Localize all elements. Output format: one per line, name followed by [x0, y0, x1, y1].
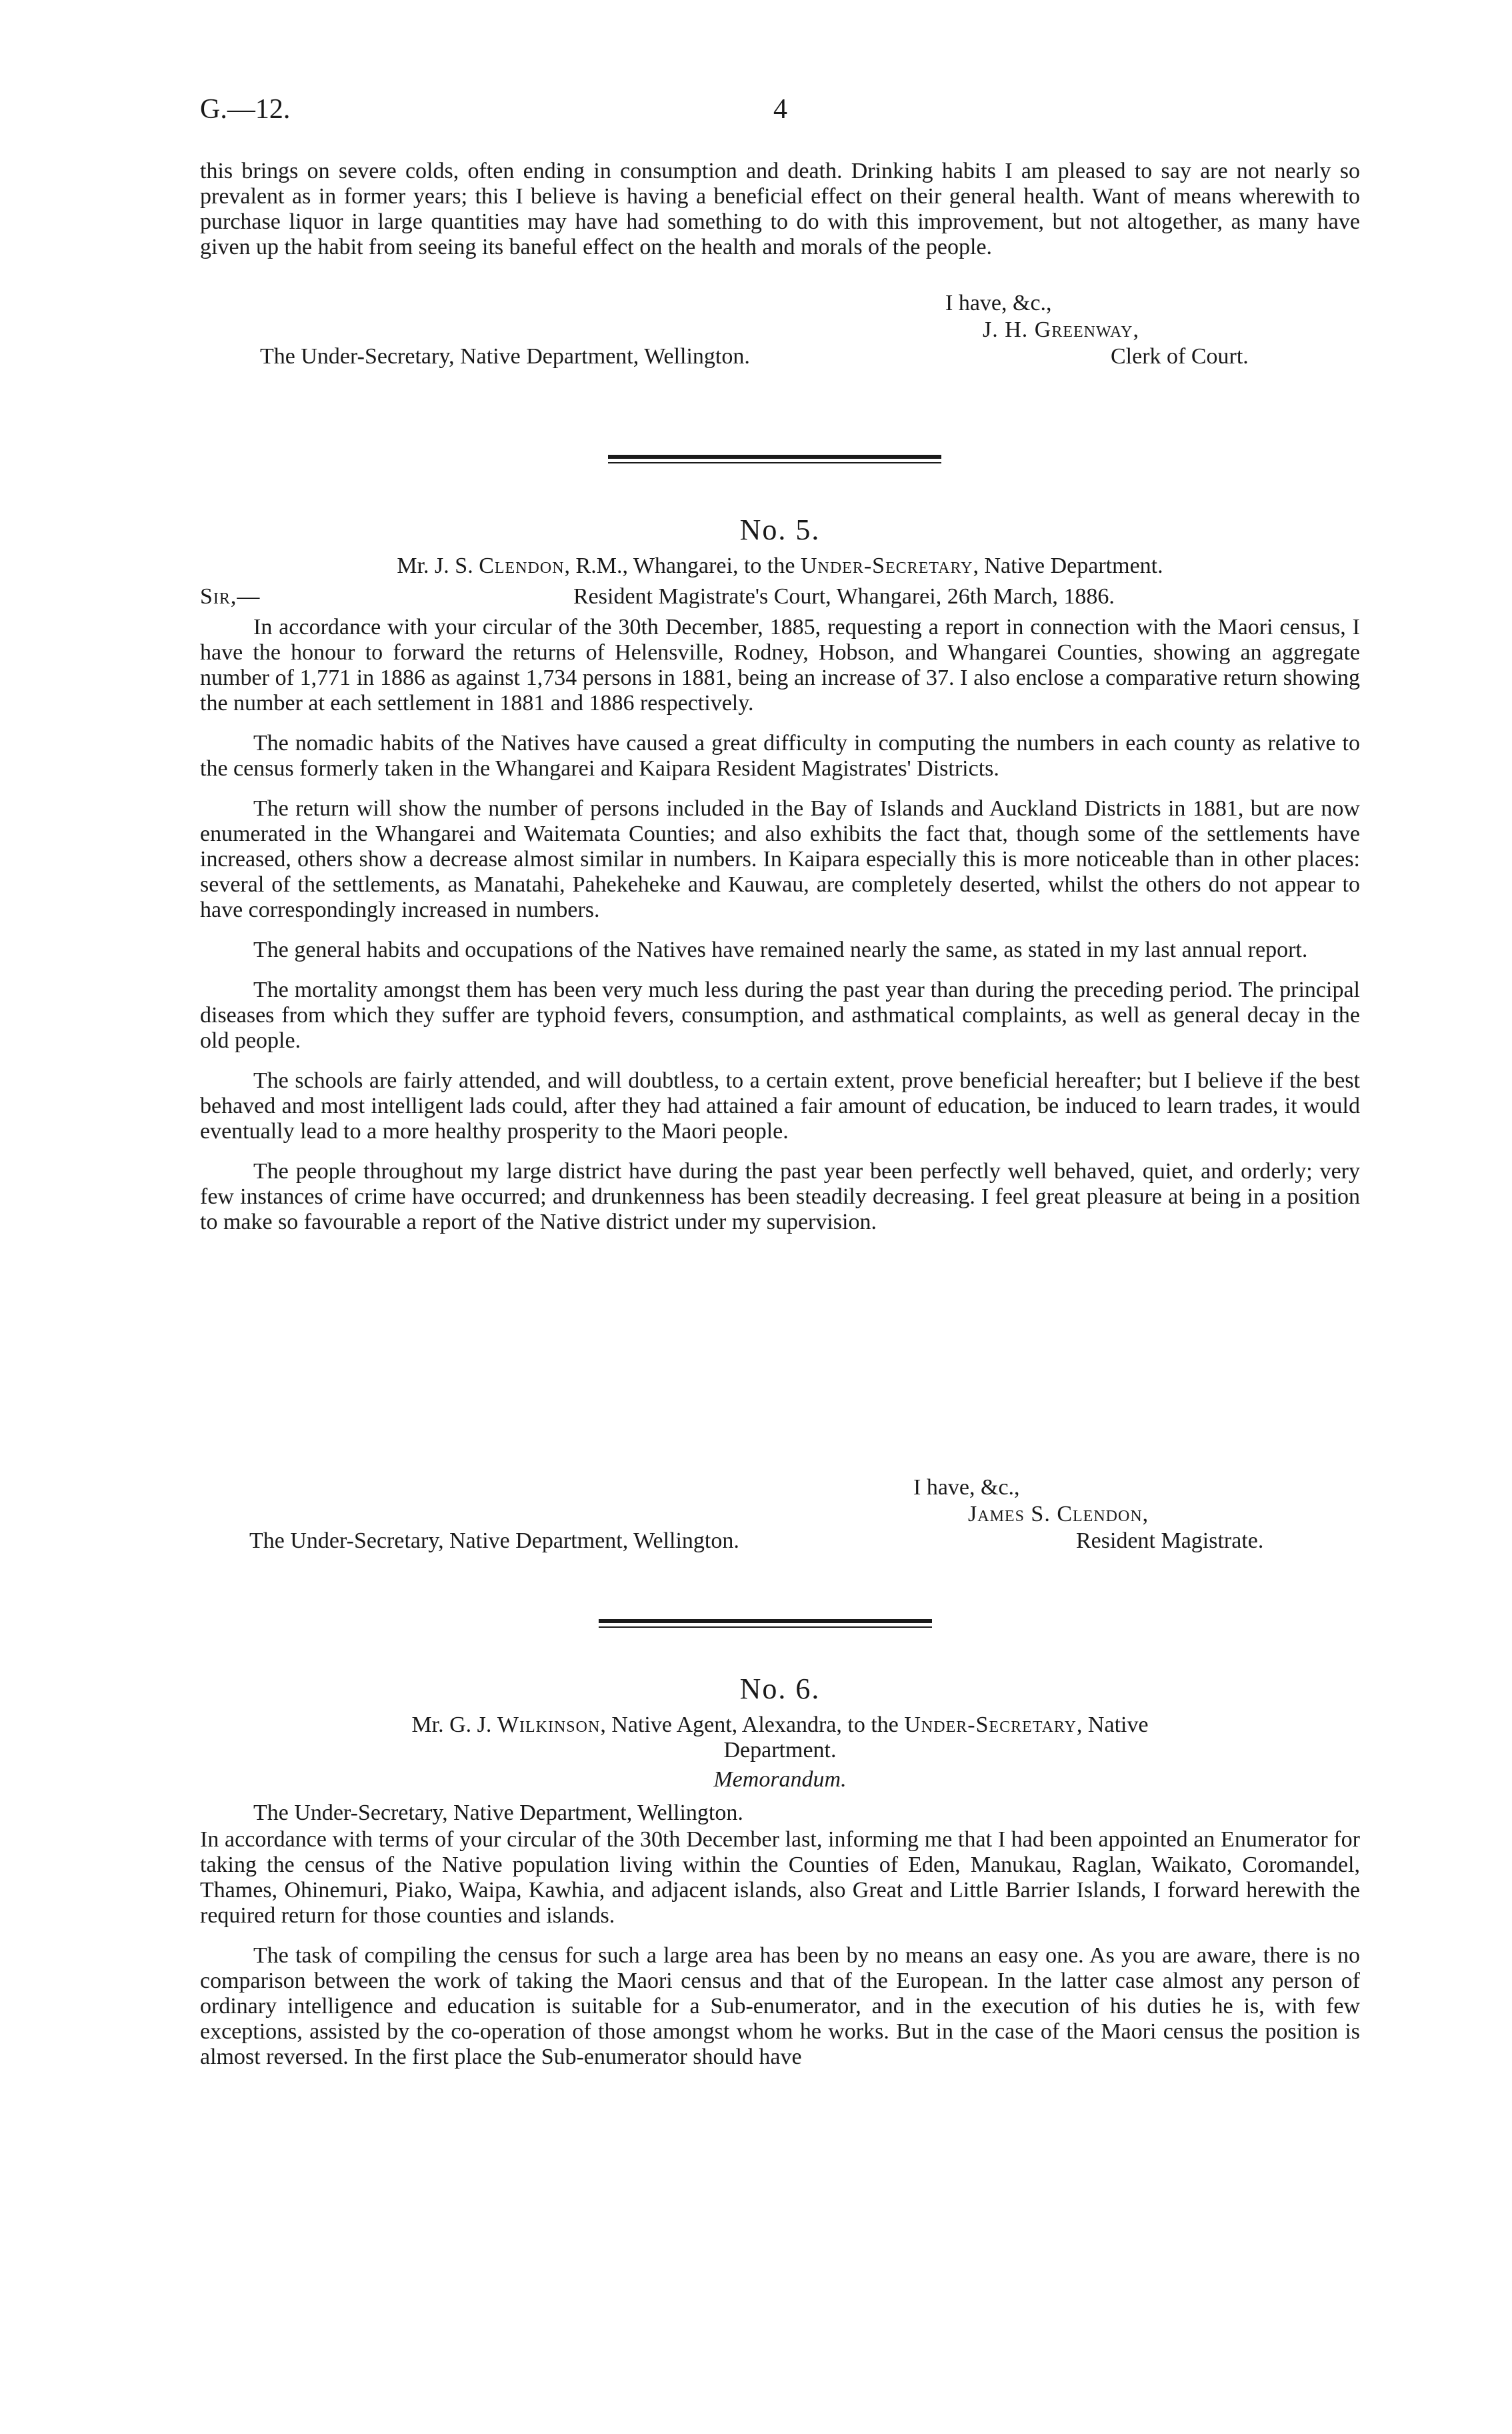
section4-signature: J. H. Greenway, [983, 317, 1139, 342]
section6-heading-recipient: Under-Secretary [904, 1712, 1077, 1737]
section5-paragraph-6: The schools are fairly attended, and will doubtless, to a certain extent, prove beneficial hereafter; but I believe if the best behaved and most intelligent lads could, after they had attained a fair amount of education, be induced to learn trades, it would eventually lead to a more healthy prosperity to the Maori people. [200, 1068, 1360, 1144]
section6-heading-line2: Department. [723, 1738, 837, 1762]
section6-heading-mid: , Native Agent, Alexandra, to the [600, 1712, 905, 1737]
section5-number: No. 5. [739, 513, 821, 546]
document-reference: G.—12. [200, 94, 291, 125]
section5-heading-mid: , R.M., Whangarei, to the [564, 553, 801, 578]
section-divider-2-thin [599, 1626, 932, 1628]
section5-heading-post: , Native Department. [973, 553, 1163, 578]
section5-paragraph-4: The general habits and occupations of the Natives have remained nearly the same, as stated in my last annual report. [253, 938, 1308, 962]
section4-title: Clerk of Court. [1111, 344, 1249, 369]
section5-paragraph-1: In accordance with your circular of the 30th December, 1885, requesting a report in connection with the Maori census, I have the honour to forward the returns of Helensville, Rodney, Hobson, and Whangarei Counties, showing an aggregate number of 1,771 in 1886 as against 1,734 persons in 1881, being an increase of 37. I also enclose a comparative return showing the number at each settlement in 1881 and 1886 respectively. [200, 615, 1360, 716]
section6-addressee: The Under-Secretary, Native Department, Wellington. [253, 1800, 743, 1825]
section5-paragraph-3: The return will show the number of persons included in the Bay of Islands and Auckland Districts in 1881, but are now enumerated in the Whangarei and Waitemata Counties; and also exhibits the fact that, though some of the settlements have increased, others show a decrease almost similar in numbers. In Kaipara especially this is more noticeable than in other places: several of the settlements, as Manatahi, Pahekeheke and Kauwau, are completely deserted, whilst the others do not appear to have correspondingly increased in numbers. [200, 796, 1360, 922]
section6-heading-pre: Mr. G. J. [411, 1712, 497, 1737]
section6-paragraph-1: In accordance with terms of your circular of the 30th December last, informing me that I had been appointed an Enumerator for taking the census of the Native population living within the Counties of Eden, Manukau, Raglan, Waikato, Coromandel, Thames, Ohinemuri, Piako, Waipa, Kawhia, and adjacent islands, also Great and Little Barrier Islands, I forward herewith the required return for those counties and islands. [200, 1827, 1360, 1928]
section4-paragraph: this brings on severe colds, often ending in consumption and death. Drinking habits I am pleased to say are not nearly so prevalent as in former years; this I believe is having a beneficial effect on their general health. Want of means wherewith to purchase liquor in large quantities may have had something to do with this improvement, but not altogether, as many have given up the habit from seeing its baneful effect on the health and morals of the people. [200, 159, 1360, 259]
section5-heading-name: Clendon [479, 553, 565, 578]
section4-tail [200, 159, 1360, 260]
section-divider-thin [608, 462, 941, 463]
section5-body [200, 615, 1360, 1235]
section6-heading-post: , Native [1076, 1712, 1149, 1737]
section-divider [608, 455, 941, 459]
section6-heading-name: Wilkinson [497, 1712, 601, 1737]
section6-body [200, 1827, 1360, 2070]
page-header [200, 93, 1360, 133]
section4-addressee: The Under-Secretary, Native Department, Wellington. [260, 344, 750, 369]
section5-salutation: Sir,— [200, 584, 261, 609]
section6-heading [200, 1712, 1360, 1763]
section5-paragraph-2: The nomadic habits of the Natives have caused a great difficulty in computing the numbers in each county as relative to the census formerly taken in the Whangarei and Kaipara Resident Magistrates' Districts. [200, 731, 1360, 781]
section5-title: Resident Magistrate. [1076, 1528, 1264, 1553]
section5-dateline: Resident Magistrate's Court, Whangarei, 26th March, 1886. [573, 584, 1115, 609]
section-divider-2 [599, 1619, 932, 1623]
section5-signature: James S. Clendon, [968, 1502, 1149, 1526]
section5-closing: I have, &c., [913, 1475, 1020, 1500]
section5-heading-recipient: Under-Secretary [800, 553, 973, 578]
page-number: 4 [773, 94, 787, 125]
section4-closing: I have, &c., [945, 291, 1052, 315]
section6-paragraph-2: The task of compiling the census for such a large area has been by no means an easy one. As you are aware, there is no comparison between the work of taking the Maori census and that of the European. In the latter case almost any person of ordinary intelligence and education is suitable for a Sub-enumerator, and in the execution of his duties he is, with few exceptions, assisted by the co-operation of those amongst whom he works. But in the case of the Maori census the position is almost reversed. In the first place the Sub-enumerator should have [200, 1943, 1360, 2069]
section5-paragraph-5: The mortality amongst them has been very much less during the past year than during the preceding period. The principal diseases from which they suffer are typhoid fevers, consumption, and asthmatical complaints, as well as general decay in the old people. [200, 978, 1360, 1053]
section6-subheading: Memorandum. [713, 1767, 847, 1792]
section5-addressee: The Under-Secretary, Native Department, Wellington. [249, 1528, 739, 1553]
section5-paragraph-7: The people throughout my large district have during the past year been perfectly well behaved, quiet, and orderly; very few instances of crime have occurred; and drunkenness has been steadily decreasing. I feel great pleasure at being in a position to make so favourable a report of the Native district under my supervision. [200, 1159, 1360, 1234]
section5-heading [200, 553, 1360, 579]
section6-number: No. 6. [739, 1672, 821, 1705]
section5-heading-pre: Mr. J. S. [397, 553, 479, 578]
